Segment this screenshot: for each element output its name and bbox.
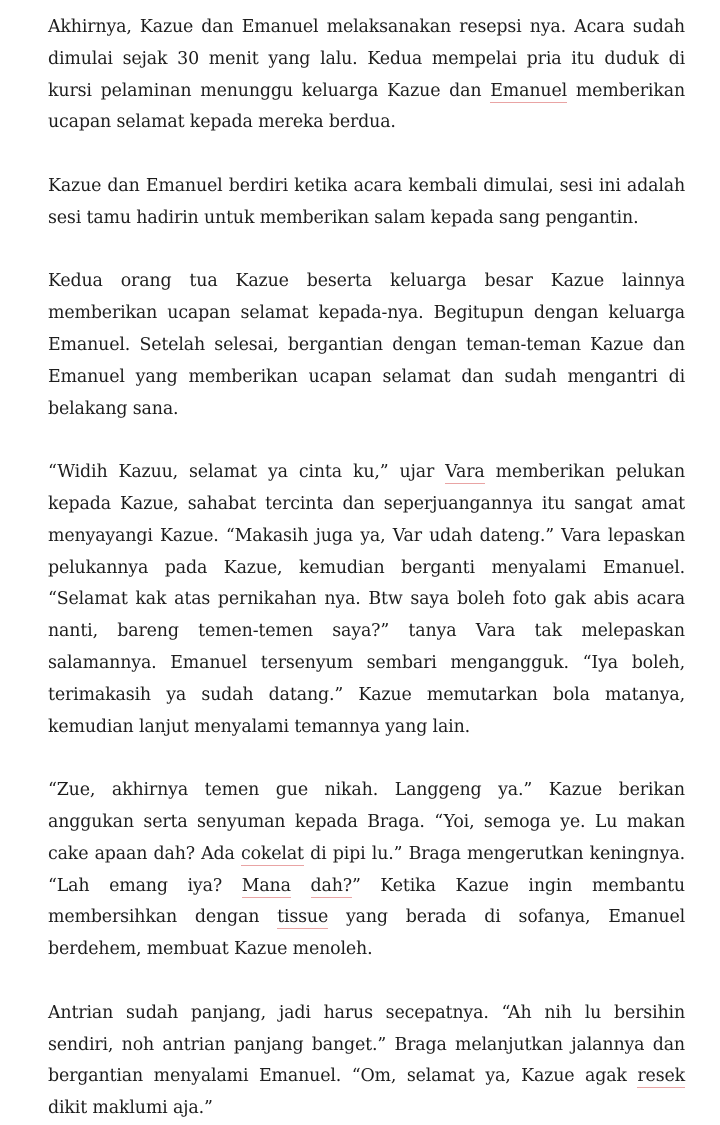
spellcheck-word[interactable]: dah? (310, 875, 352, 896)
story-text (48, 12, 685, 1125)
paragraph-2 (48, 171, 685, 235)
text-run: Kedua orang tua Kazue beserta keluarga besar Kazue lainnya memberikan ucapan selamat kepada-nya. Begitupun dengan keluarga Emanuel. Setelah selesai, bergantian dengan teman-teman Kazue dan Emanuel yang memberikan ucapan selamat dan sudah mengantri di belakang sana. (48, 271, 685, 419)
paragraph-6 (48, 998, 685, 1125)
text-run: Kazue dan Emanuel berdiri ketika acara kembali dimulai, sesi ini adalah sesi tamu hadirin untuk memberikan salam kepada sang pengantin. (48, 175, 685, 228)
spellcheck-word[interactable]: Mana (241, 875, 291, 896)
text-run (291, 876, 311, 896)
text-run: memberikan ucapan selamat kepada mereka berdua. (48, 80, 685, 133)
text-run: di pipi lu.” Braga mengerutkan keningnya. “Lah emang iya? (48, 843, 685, 896)
text-run: ” Ketika Kazue ingin membantu membersihkan dengan (48, 875, 685, 928)
spellcheck-word[interactable]: Vara (445, 462, 485, 483)
text-run: “Widih Kazuu, selamat ya cinta ku,” ujar (48, 462, 446, 483)
text-run: Antrian sudah panjang, jadi harus secepatnya. “Ah nih lu bersihin sendiri, noh antrian panjang banget.” Braga melanjutkan jalannya dan bergantian menyalami Emanuel. “Om, selamat ya, Kazue agak (48, 1002, 685, 1087)
paragraph-1 (48, 12, 685, 139)
text-run: Akhirnya, Kazue dan Emanuel melaksanakan resepsi nya. Acara sudah dimulai sejak 30 menit yang lalu. Kedua mempelai pria itu duduk di kursi pelaminan menunggu keluarga Kazue dan (48, 17, 685, 101)
paragraph-5 (48, 775, 685, 966)
text-run: yang berada di sofanya, Emanuel berdehem, membuat Kazue menoleh. (48, 907, 685, 960)
paragraph-3 (48, 266, 685, 425)
spellcheck-word[interactable]: Emanuel (490, 80, 567, 101)
text-run: dikit maklumi aja.” (48, 1098, 213, 1119)
text-run: “Zue, akhirnya temen gue nikah. Langgeng ya.” Kazue berikan anggukan serta senyuman kepada Braga. “Yoi, semoga ye. Lu makan cake apaan dah? Ada (48, 780, 685, 864)
spellcheck-word[interactable]: cokelat (240, 843, 304, 864)
spellcheck-word[interactable]: resek (637, 1066, 685, 1087)
paragraph-4 (48, 457, 685, 743)
spellcheck-word[interactable]: tissue (277, 907, 329, 928)
text-run: memberikan pelukan kepada Kazue, sahabat tercinta dan seperjuangannya itu sangat amat menyayangi Kazue. “Makasih juga ya, Var udah dateng.” Vara lepaskan pelukannya pada Kazue, kemudian berganti menyalami Emanuel. “Selamat kak atas pernikahan nya. Btw saya boleh foto gak abis acara nanti, bareng temen-temen saya?” tanya Vara tak melepaskan salamannya. Emanuel tersenyum sembari mengangguk. “Iya boleh, terimakasih ya sudah datang.” Kazue memutarkan bola matanya, kemudian lanjut menyalami temannya yang lain. (48, 462, 685, 737)
